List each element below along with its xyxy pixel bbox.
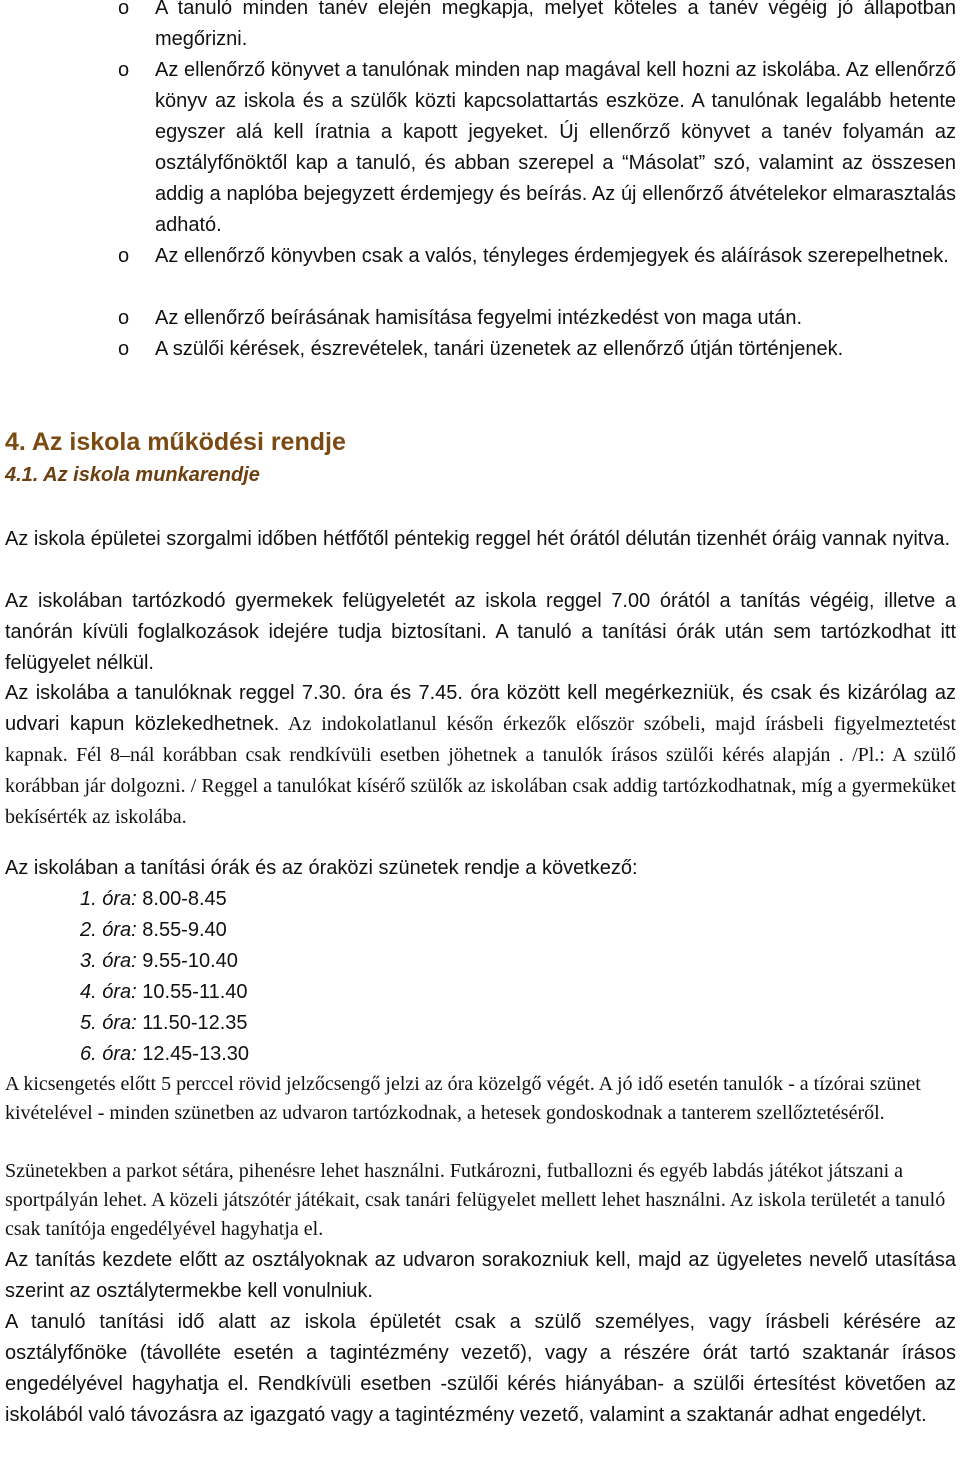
schedule-time: 11.50-12.35: [136, 1012, 248, 1034]
schedule-label: 6. óra:: [80, 1043, 137, 1065]
schedule-label: 1. óra:: [80, 888, 137, 910]
schedule-time: 8.00-8.45: [136, 888, 227, 910]
schedule-time: 8.55-9.40: [136, 919, 227, 941]
subsection-heading: 4.1. Az iskola munkarendje: [5, 464, 260, 486]
schedule-row: [80, 977, 249, 1008]
bullet-text: A szülői kérések, észrevételek, tanári üzenetek az ellenőrző útján történjenek.: [155, 338, 844, 360]
arrival-late-text: Az indokolatlanul későn érkezők először szóbeli, majd írásbeli figyelmeztetést kapnak. Fél 8–nál korábban csak rendkívüli esetben jöhetnek a tanulók írásos szülői kérés alapján . /Pl.: A szülő korábban jár dolgozni. / Reggel a tanulókat kísérő szülők az iskolában csak addig tartózkodhatnak, míg a gyermeküket bekísérték az iskolába.: [5, 713, 957, 828]
schedule-time: 10.55-11.40: [136, 981, 248, 1003]
schedule-row: [80, 884, 249, 915]
schedule-row: [80, 946, 249, 977]
bullet-text: Az ellenőrző beírásának hamisítása fegyelmi intézkedést von maga után.: [155, 307, 803, 329]
paragraph-supervision: Az iskolában tartózkodó gyermekek felügyeletét az iskola reggel 7.00 órától a tanítás végéig, illetve a tanórán kívüli foglalkozások idejére tudja biztosítani. A tanuló a tanítási órák után sem tartózkodhat itt felügyelet nélkül.: [5, 590, 956, 674]
bullet-marker: o: [118, 338, 130, 360]
schedule-label: 4. óra:: [80, 981, 137, 1003]
paragraph-schedule-intro: Az iskolában a tanítási órák és az óraközi szünetek rendje a következő:: [5, 857, 638, 879]
schedule-label: 2. óra:: [80, 919, 137, 941]
bullet-text: A tanuló minden tanév elején megkapja, melyet köteles a tanév végéig jó állapotban megőrizni.: [155, 0, 956, 50]
section-heading: 4. Az iskola működési rendje: [5, 428, 346, 456]
schedule-row: [80, 915, 249, 946]
paragraph-lineup: Az tanítás kezdete előtt az osztályoknak az udvaron sorakozniuk kell, majd az ügyeletes nevelő utasítása szerint az osztálytermekbe kell vonulniuk.: [5, 1249, 956, 1302]
schedule-time: 12.45-13.30: [136, 1043, 250, 1065]
schedule-time: 9.55-10.40: [136, 950, 238, 972]
schedule-label: 3. óra:: [80, 950, 137, 972]
paragraph-break-activities: Szünetekben a parkot sétára, pihenésre lehet használni. Futkározni, futballozni és egyéb labdás játékot játszani a sportpályán lehet. A közeli játszótér játékait, csak tanári felügyelet mellett lehet használni. Az iskola területét a tanuló csak tanítója engedélyével hagyhatja el.: [5, 1160, 946, 1240]
paragraph-arrival: [5, 678, 956, 833]
bullet-marker: o: [118, 307, 130, 329]
bullet-text: Az ellenőrző könyvet a tanulónak minden nap magával kell hozni az iskolába. Az ellenőrző könyv az iskola és a szülők közti kapcsolattartás eszköze. A tanulónak legalább hetente egyszer alá kell íratnia a kapott jegyeket. Új ellenőrző könyvet a tanév folyamán az osztályfőnöktől kap a tanuló, és abban szerepel a “Másolat” szó, valamint az összesen addig a naplóba bejegyzett érdemjegy és beírás. Az új ellenőrző átvételekor elmarasztalás adható.: [155, 59, 956, 236]
paragraph-opening-hours: Az iskola épületei szorgalmi időben hétfőtől péntekig reggel hét órától délután tizenhét óráig vannak nyitva.: [5, 528, 951, 550]
bullet-item: [0, 334, 847, 365]
bullet-marker: o: [118, 245, 130, 267]
bullet-text: Az ellenőrző könyvben csak a valós, tényleges érdemjegyek és aláírások szerepelhetnek.: [155, 245, 949, 267]
schedule-label: 5. óra:: [80, 1012, 137, 1034]
bullet-item: [0, 303, 806, 334]
schedule-row: [80, 1039, 249, 1070]
paragraph-bell-breaks: A kicsengetés előtt 5 perccel rövid jelzőcsengő jelzi az óra közelgő végét. A jó idő esetén tanulók - a tízórai szünet kivételével - minden szünetben az udvaron tartózkodnak, a hetesek gondoskodnak a tanterem szellőztetéséről.: [5, 1073, 921, 1124]
paragraph-leaving-school: A tanuló tanítási idő alatt az iskola épületét csak a szülő személyes, vagy írásbeli kérésére az osztályfőnöke (távolléte esetén a tagintézmény vezető), vagy a részére órát tartó szaktanár írásos engedélyével hagyhatja el. Rendkívüli esetben -szülői kérés hiányában- a szülői értesítést követően az iskolából való távozásra az igazgató vagy a tagintézmény vezető, valamint a szaktanár adhat engedélyt.: [5, 1311, 956, 1426]
bullet-item: [0, 0, 960, 55]
bullet-marker: o: [118, 59, 130, 81]
schedule-row: [80, 1008, 249, 1039]
bullet-item: [0, 55, 960, 241]
lesson-schedule: [80, 884, 249, 1070]
arrival-text: Az iskolába a tanulóknak reggel 7.30. óra és 7.45. óra között kell megérkezniük, és csak és kizárólag az udvari kapun közlekedhetnek.: [5, 682, 956, 735]
bullet-item: [0, 241, 953, 272]
bullet-marker: o: [118, 0, 130, 19]
